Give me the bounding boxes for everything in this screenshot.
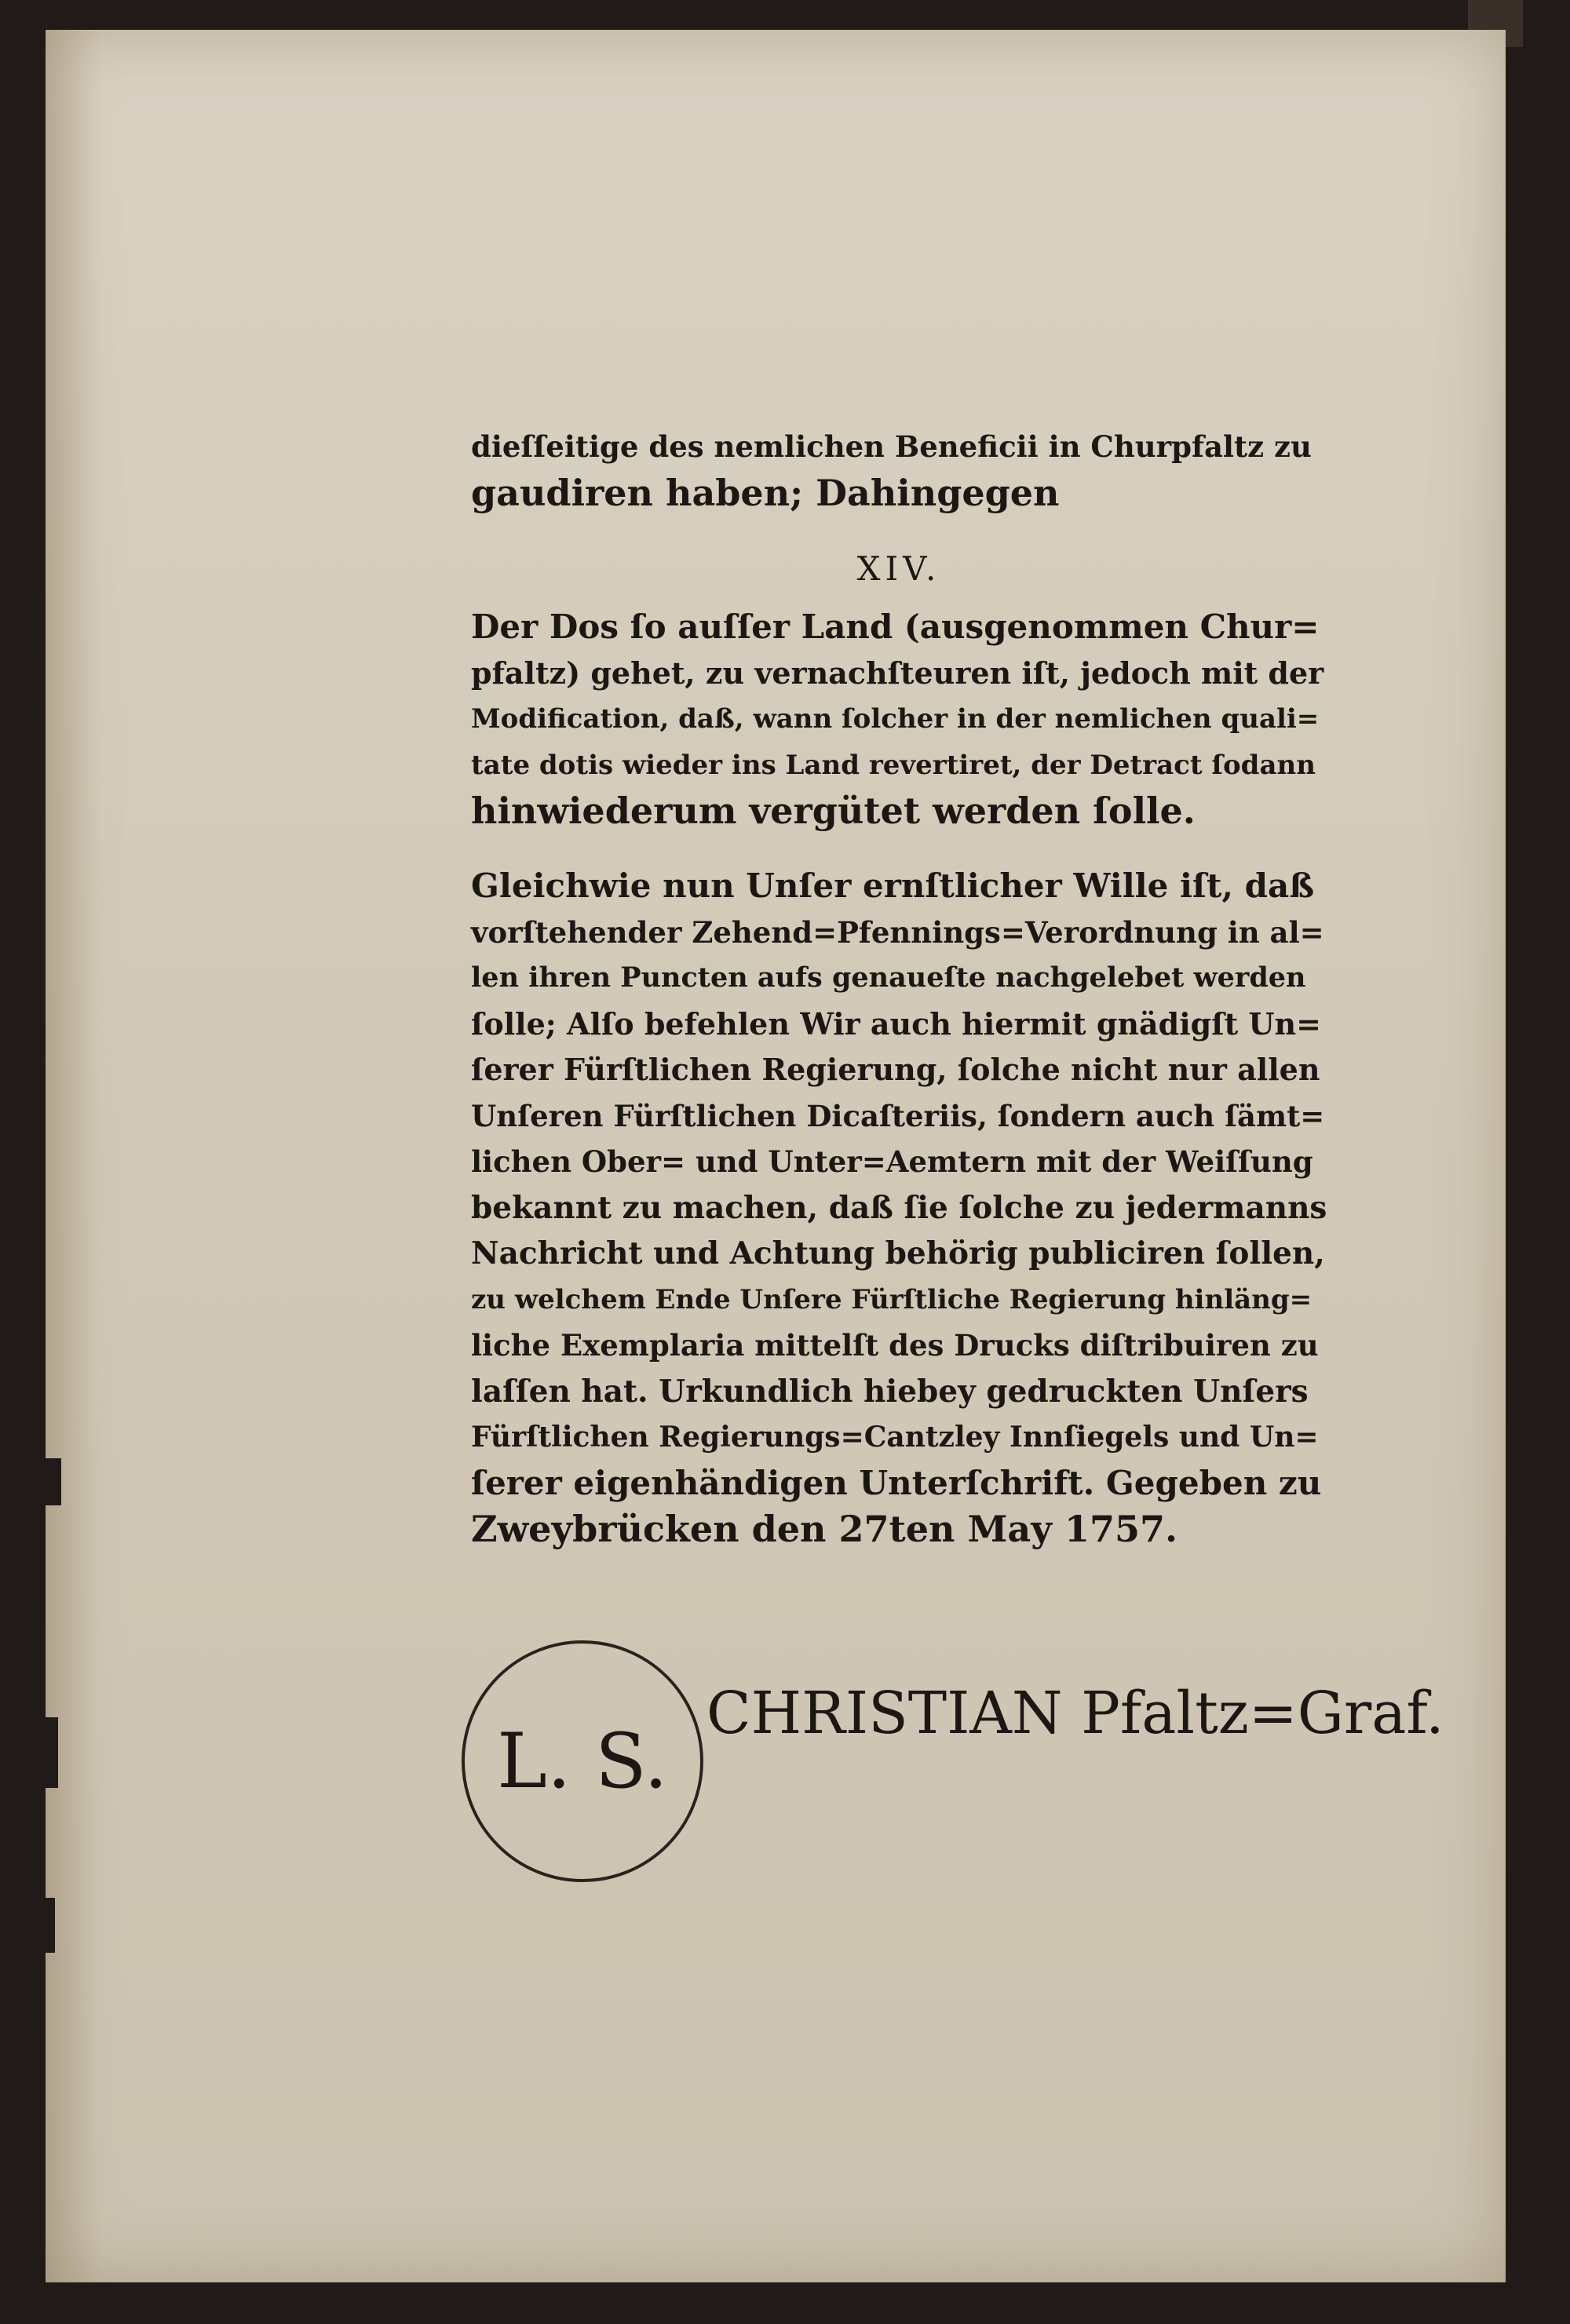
torn-edge bbox=[38, 1898, 55, 1953]
text-line: Nachricht und Achtung behörig publiciren ſollen, bbox=[471, 1235, 1325, 1271]
text-line: ſolle; Alſo befehlen Wir auch hiermit gnädigſt Un= bbox=[471, 1005, 1321, 1042]
torn-edge bbox=[38, 1717, 58, 1788]
text-line: pfaltz) gehet, zu vernachſteuren iſt, jedoch mit der bbox=[471, 655, 1324, 691]
opening-lines bbox=[471, 424, 1327, 516]
text-line: Der Dos ſo auſſer Land (ausgenommen Chur= bbox=[471, 607, 1320, 646]
text-line: hinwiederum vergütet werden ſolle. bbox=[471, 790, 1196, 832]
text-line: Zweybrücken den 27ten May 1757. bbox=[471, 1508, 1178, 1550]
text-line: laſſen hat. Urkundlich hiebey gedruckten Unſers bbox=[471, 1373, 1309, 1410]
text-line: bekannt zu machen, daß ſie ſolche zu jedermanns bbox=[471, 1189, 1327, 1226]
closing-paragraph bbox=[471, 863, 1327, 1552]
text-line: len ihren Puncten aufs genaueſte nachgelebet werden bbox=[471, 961, 1306, 994]
section-number: XIV. bbox=[856, 549, 941, 588]
text-line: zu welchem Ende Unſere Fürſtliche Regierung hinläng= bbox=[471, 1283, 1313, 1315]
text-line: Fürſtlichen Regierungs=Cantzley Innſiegels und Un= bbox=[471, 1421, 1319, 1454]
section-paragraph bbox=[471, 604, 1327, 834]
text-line: Modification, daß, wann ſolcher in der nemlichen quali= bbox=[471, 703, 1320, 735]
signature: CHRISTIAN Pfaltz=Graf. bbox=[706, 1680, 1444, 1747]
text-line: Unſeren Fürſtlichen Dicaſteriis, ſondern auch ſämt= bbox=[471, 1098, 1325, 1133]
text-line: dieſſeitige des nemlichen Beneficii in Churpfaltz zu bbox=[471, 429, 1312, 464]
text-line: Gleichwie nun Unſer ernſtlicher Wille iſt, daß bbox=[471, 866, 1315, 905]
text-line: vorſtehender Zehend=Pfennings=Verordnung in al= bbox=[471, 914, 1324, 950]
text-line: ſerer Fürſtlichen Regierung, ſolche nicht nur allen bbox=[471, 1052, 1320, 1087]
seal-text: L. S. bbox=[497, 1717, 668, 1805]
text-line: gaudiren haben; Dahingegen bbox=[471, 471, 1060, 514]
text-line: lichen Ober= und Unter=Aemtern mit der Weiſſung bbox=[471, 1144, 1313, 1179]
text-line: liche Exemplaria mittelſt des Drucks diſtribuiren zu bbox=[471, 1328, 1319, 1363]
seal-circle bbox=[462, 1640, 703, 1882]
text-line: tate dotis wieder ins Land revertiret, der Detract ſodann bbox=[471, 749, 1316, 781]
torn-edge bbox=[38, 1458, 61, 1505]
text-line: ſerer eigenhändigen Unterſchrift. Gegeben zu bbox=[471, 1463, 1322, 1502]
